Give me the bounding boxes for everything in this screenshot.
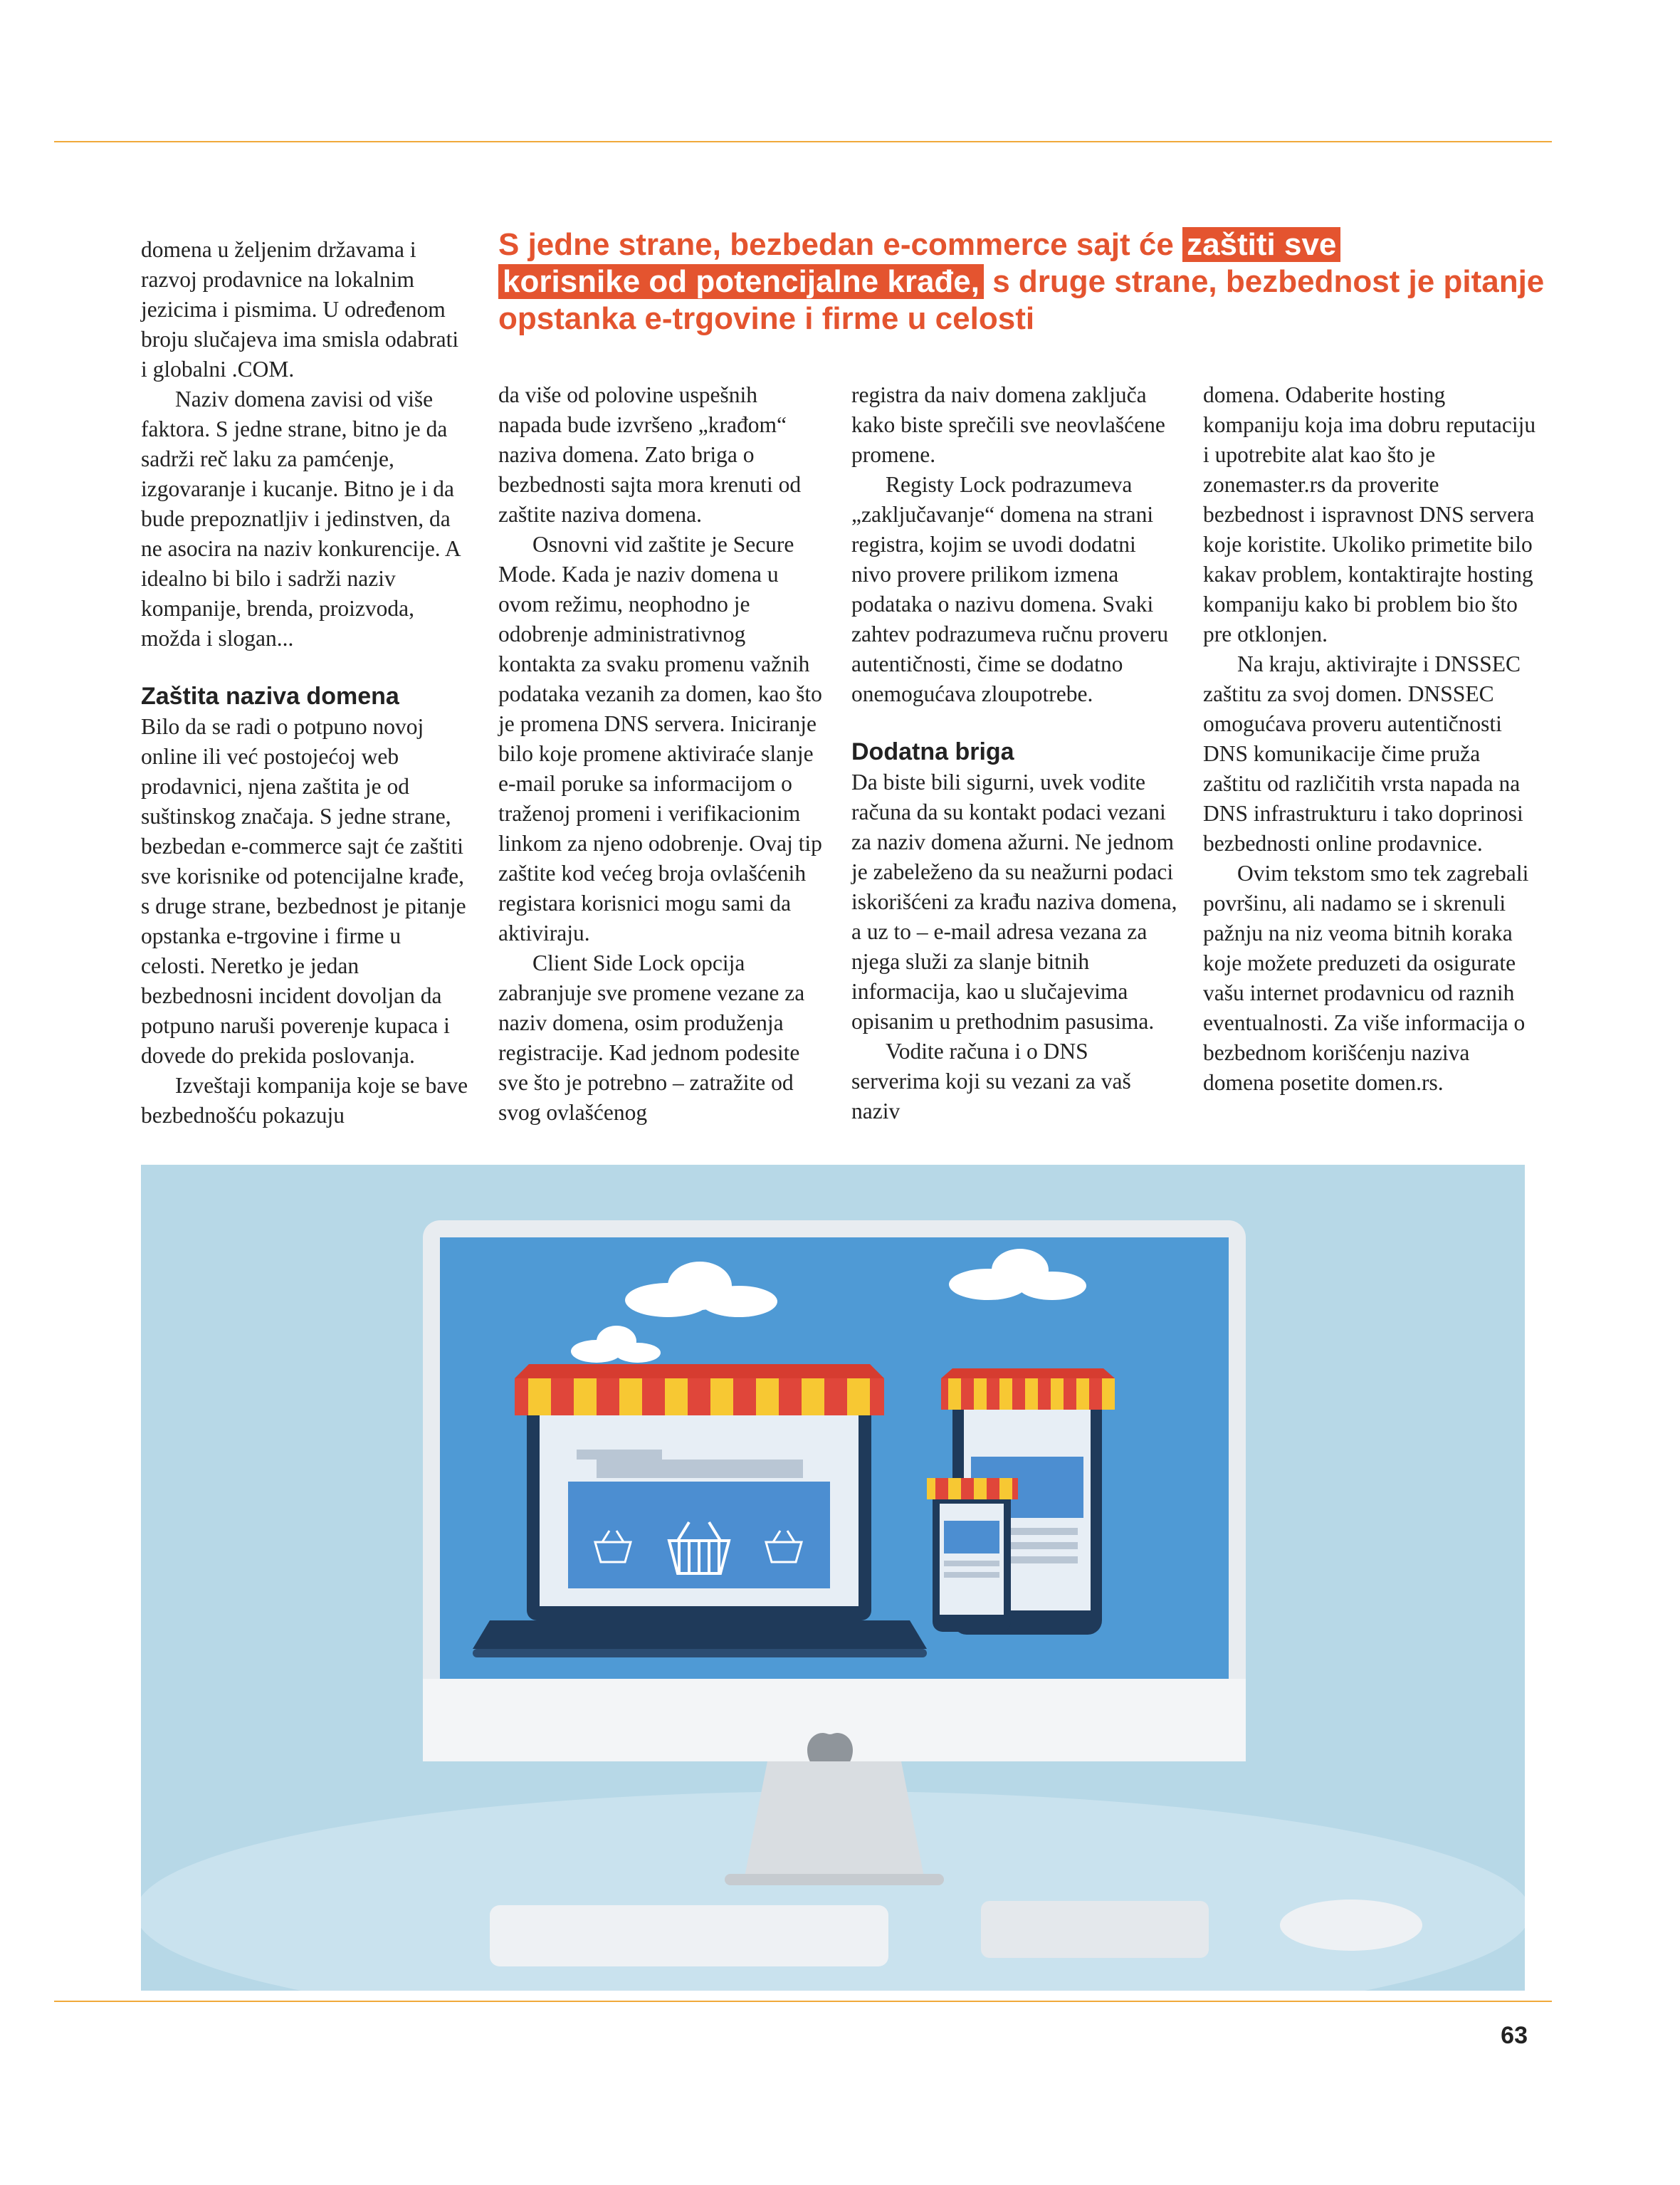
ecommerce-illustration xyxy=(141,1165,1525,1991)
article-column-1 xyxy=(141,235,468,1131)
pull-quote xyxy=(498,226,1552,337)
paragraph: domena. Odaberite hosting kompaniju koja ima dobru reputaciju i upotrebite alat kao što je zonemaster.rs da proverite bezbednost i ispravnost DNS servera koje koristite. Ukoliko primetite bilo kakav problem, kontaktirajte hosting kompaniju kako bi problem bio što pre otklonjen. xyxy=(1203,382,1536,646)
article-column-2 xyxy=(498,380,826,1128)
section-heading-extra-care: Dodatna briga xyxy=(851,738,1014,765)
mouse-icon xyxy=(1280,1900,1422,1951)
article-column-3 xyxy=(851,380,1179,1126)
page-number: 63 xyxy=(1501,2022,1528,2049)
article-column-4 xyxy=(1203,380,1538,1098)
paragraph: Bilo da se radi o potpuno novoj online ili već postojećoj web prodavnici, njena zaštita je od suštinskog značaja. S jedne strane, bezbedan e-commerce sajt će zaštiti sve korisnike od potencijalne krađe, s druge strane, bezbednost je pitanje opstanka e-trgovine i firme u celosti. Neretko je jedan bezbednosni incident dovoljan da potpuno naruši poverenje kupaca i dovede do prekida poslovanja. xyxy=(141,714,466,1068)
top-rule xyxy=(54,141,1552,142)
paragraph: registra da naiv domena zaključa kako biste sprečili sve neovlašćene promene. xyxy=(851,382,1165,467)
phone-storefront-icon xyxy=(927,1478,1018,1632)
bottom-rule xyxy=(54,2001,1552,2002)
pull-quote-text-2: s druge strane, bezbednost je pitanje opstanka e-trgovine i firme u celosti xyxy=(498,264,1545,336)
paragraph: Vodite računa i o DNS serverima koji su vezani za vaš naziv xyxy=(851,1039,1131,1123)
laptop-keyboard xyxy=(473,1620,927,1649)
paragraph: Izveštaji kompanija koje se bave bezbednošću pokazuju xyxy=(141,1073,468,1128)
laptop-storefront-icon xyxy=(473,1364,927,1657)
section-heading-domain-protection: Zaštita naziva domena xyxy=(141,683,399,710)
pull-quote-highlight-1: zaštiti sve xyxy=(1182,227,1340,262)
trackpad-icon xyxy=(981,1901,1209,1958)
paragraph: Naziv domena zavisi od više faktora. S jedne strane, bitno je da sadrži reč laku za pamćenje, izgovaranje i kucanje. Bitno je i da bude prepoznatljiv i jedinstven, da ne asocira na naziv konkurencije. A idealno bi bilo i sadrži naziv kompanije, brenda, proizvoda, možda i slogan... xyxy=(141,387,460,651)
monitor-stand xyxy=(745,1761,924,1877)
paragraph: domena u željenim državama i razvoj prodavnice na lokalnim jezicima i pismima. U određenom broju slučajeva ima smisla odabrati i globalni .COM. xyxy=(141,237,459,382)
paragraph: da više od polovine uspešnih napada bude izvršeno „krađom“ naziva domena. Zato briga o bezbednosti sajta mora krenuti od zaštite naziva domena. xyxy=(498,382,802,527)
keyboard-icon xyxy=(490,1905,888,1966)
pull-quote-highlight-2: korisnike od potencijalne krađe, xyxy=(498,264,984,299)
awning xyxy=(515,1378,884,1415)
paragraph: Registy Lock podrazumeva „zaključavanje“ domena na strani registra, kojim se uvodi dodatni nivo provere prilikom izmena podataka o nazivu domena. Svaki zahtev podrazumeva ručnu proveru autentičnosti, čime se dodatno onemogućava zloupotrebe. xyxy=(851,472,1169,706)
paragraph: Client Side Lock opcija zabranjuje sve promene vezane za naziv domena, osim produženja registracije. Kad jednom podesite sve što je potrebno – zatražite od svog ovlašćenog xyxy=(498,950,805,1125)
paragraph: Da biste bili sigurni, uvek vodite računa da su kontakt podaci vezani za naziv domena ažurni. Ne jednom je zabeleženo da su neažurni podaci iskorišćeni za krađu naziva domena, a uz to – e-mail adresa vezana za njega služi za slanje bitnih informacija, kao u slučajevima opisanim u prethodnim pasusima. xyxy=(851,770,1177,1034)
paragraph: Osnovni vid zaštite je Secure Mode. Kada je naziv domena u ovom režimu, neophodno je odobrenje administrativnog kontakta za svaku promenu važnih podataka vezanih za domen, kao što je promena DNS servera. Iniciranje bilo koje promene aktiviraće slanje e-mail poruke sa informacijom o traženoj promeni i verifikacionim linkom za njeno odobrenje. Ovaj tip zaštite kod većeg broja ovlašćenih registara korisnici mogu sami da aktiviraju. xyxy=(498,532,822,945)
illustration-svg xyxy=(141,1165,1525,1991)
paragraph: Ovim tekstom smo tek zagrebali površinu, ali nadamo se i skrenuli pažnju na niz veoma bitnih koraka koje možete preduzeti da osigurate vašu internet prodavnicu od raznih eventualnosti. Za više informacija o bezbednom korišćenju naziva domena posetite domen.rs. xyxy=(1203,861,1529,1095)
pull-quote-text-1: S jedne strane, bezbedan e-commerce sajt će xyxy=(498,227,1183,262)
paragraph: Na kraju, aktivirajte i DNSSEC zaštitu za svoj domen. DNSSEC omogućava proveru autentičnosti DNS komunikacije čime pruža zaštitu od različitih vrsta napada na DNS infrastrukturu i tako doprinosi bezbednosti online prodavnice. xyxy=(1203,651,1523,856)
